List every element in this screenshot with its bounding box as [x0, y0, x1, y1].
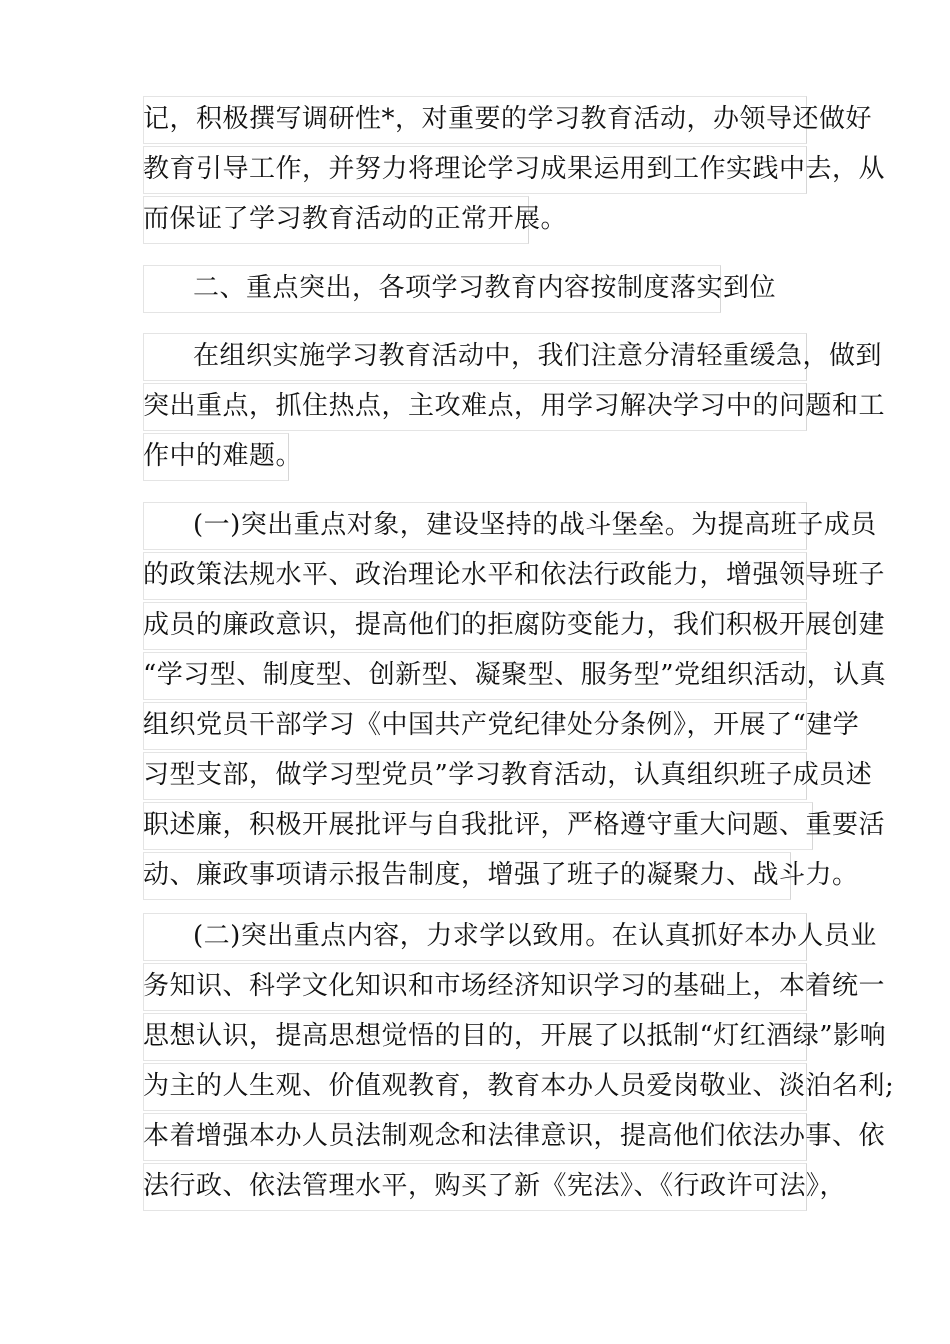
paragraph-intro: [143, 333, 886, 483]
text-line: “学习型、制度型、创新型、凝聚型、服务型”党组织活动，认真: [143, 652, 823, 702]
text-line: 而保证了学习教育活动的正常开展。: [143, 196, 823, 246]
text-line: 作中的难题。: [143, 433, 823, 483]
paragraph-point-2: [143, 913, 895, 1213]
text-line: 在组织实施学习教育活动中，我们注意分清轻重缓急，做到: [143, 333, 823, 383]
text-line: 动、廉政事项请示报告制度，增强了班子的凝聚力、战斗力。: [143, 852, 823, 902]
text-line: 突出重点，抓住热点，主攻难点，用学习解决学习中的问题和工: [143, 383, 823, 433]
text-line: 法行政、依法管理水平，购买了新《宪法》、《行政许可法》，: [143, 1163, 823, 1213]
text-line: 习型支部，做学习型党员”学习教育活动，认真组织班子成员述: [143, 752, 823, 802]
text-line: 成员的廉政意识，提高他们的拒腐防变能力，我们积极开展创建: [143, 602, 823, 652]
paragraph-1-continuation: [143, 96, 886, 246]
text-line: (一)突出重点对象，建设坚持的战斗堡垒。为提高班子成员: [143, 502, 823, 552]
text-line: 务知识、科学文化知识和市场经济知识学习的基础上，本着统一: [143, 963, 823, 1013]
heading-line: 二、重点突出，各项学习教育内容按制度落实到位: [143, 265, 823, 315]
text-line: 记，积极撰写调研性*，对重要的学习教育活动，办领导还做好: [143, 96, 823, 146]
text-line: 本着增强本办人员法制观念和法律意识，提高他们依法办事、依: [143, 1113, 823, 1163]
paragraph-point-1: [143, 502, 887, 902]
text-line: 教育引导工作，并努力将理论学习成果运用到工作实践中去，从: [143, 146, 823, 196]
text-line: 职述廉，积极开展批评与自我批评，严格遵守重大问题、重要活: [143, 802, 823, 852]
text-line: 思想认识，提高思想觉悟的目的，开展了以抵制“灯红酒绿”影响: [143, 1013, 823, 1063]
text-line: 的政策法规水平、政治理论水平和依法行政能力，增强领导班子: [143, 552, 823, 602]
text-line: 组织党员干部学习《中国共产党纪律处分条例》，开展了“建学: [143, 702, 823, 752]
text-line: (二)突出重点内容，力求学以致用。在认真抓好本办人员业: [143, 913, 823, 963]
text-line: 为主的人生观、价值观教育，教育本办人员爱岗敬业、淡泊名利;: [143, 1063, 823, 1113]
section-heading: [143, 265, 823, 315]
